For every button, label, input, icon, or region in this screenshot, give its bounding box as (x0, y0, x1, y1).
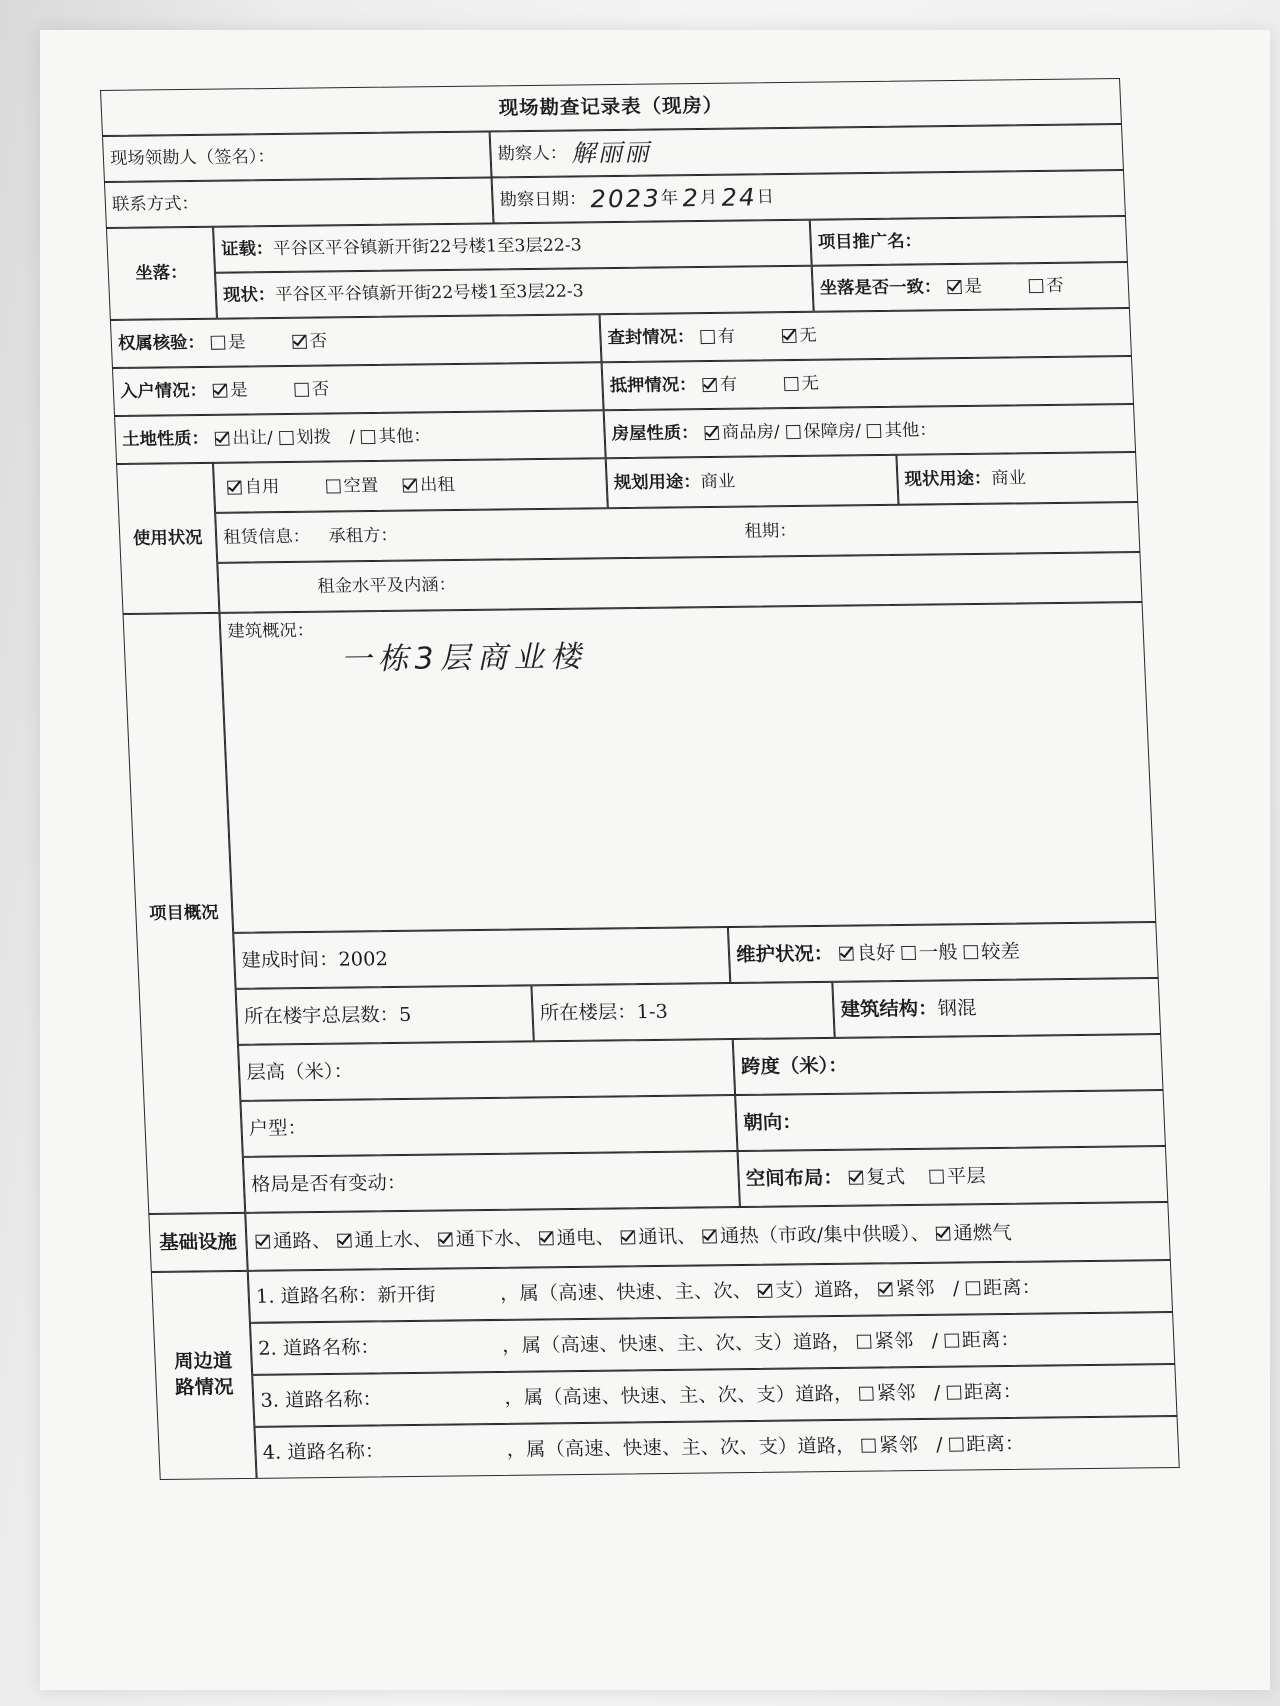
built-year-cell (233, 927, 730, 989)
house-other-label: 其他： (884, 420, 938, 441)
floor-cell (531, 982, 834, 1042)
planned-use-cell (606, 455, 899, 508)
location-actual-cell (215, 266, 814, 319)
road-4-class-c: ）道路， (777, 1434, 856, 1458)
land-allocation-label: 划拨 (295, 427, 332, 448)
road-2-sep: / (931, 1329, 939, 1352)
consistent-yes-checkbox[interactable] (947, 280, 962, 294)
date-year: 2023 (589, 184, 662, 213)
usage-rent-label: 出租 (419, 474, 456, 496)
leader-signature-cell[interactable] (102, 131, 492, 182)
floor-label: 所在楼层： (539, 1000, 638, 1024)
land-other-label: 其他： (378, 426, 432, 447)
infra-road-label: 通路、 (272, 1229, 332, 1253)
road-2-class-a: ，属（高速、快速、主、次、 (501, 1331, 755, 1357)
entry-yes-label: 是 (229, 380, 249, 401)
maintenance-good-checkbox[interactable] (839, 947, 854, 961)
entry-cell (112, 362, 604, 416)
road-3-name-label: 3. 道路名称： (259, 1387, 383, 1412)
maintenance-cell (728, 922, 1159, 983)
infra-heat-checkbox[interactable] (702, 1229, 717, 1243)
space-label: 空间布局： (745, 1166, 844, 1190)
building-overview-cell[interactable] (219, 602, 1156, 933)
land-other-checkbox[interactable] (361, 430, 376, 444)
contact-label: 联系方式： (111, 193, 200, 215)
land-sep: / (348, 426, 356, 448)
entry-label: 入户情况： (119, 380, 208, 402)
infra-power-label: 通电、 (556, 1226, 616, 1249)
house-commercial-checkbox[interactable] (704, 426, 719, 440)
planned-label: 规划用途： (613, 471, 702, 493)
land-transfer-checkbox[interactable] (215, 432, 230, 446)
road-3-class-c: ）道路， (775, 1382, 854, 1406)
leader-label: 现场领勘人（签名）： (109, 146, 276, 169)
term-label: 租期： (744, 520, 798, 542)
space-layout-cell (738, 1146, 1169, 1207)
ownership-no-checkbox[interactable] (292, 335, 307, 349)
road-1-name-label: 1. 道路名称： (255, 1283, 378, 1308)
ownership-yes-checkbox[interactable] (211, 336, 226, 350)
infra-telecom-checkbox[interactable] (621, 1230, 636, 1244)
entry-yes-checkbox[interactable] (213, 384, 228, 398)
cert-label: 证载： (220, 238, 274, 260)
survey-form (100, 78, 1179, 1465)
consistent-no-label: 否 (1045, 275, 1065, 296)
land-transfer-label: 出让/ (231, 427, 274, 449)
road-2-adjacent-label: 紧邻 (874, 1329, 914, 1353)
structure-cell (832, 978, 1161, 1038)
built-label: 建成时间： (241, 948, 339, 972)
land-label: 土地性质： (121, 428, 210, 450)
road-4-adjacent-label: 紧邻 (878, 1433, 919, 1457)
road-1-class-b: 支 (774, 1279, 796, 1302)
floor-value: 1-3 (636, 1000, 669, 1023)
usage-status-cell (213, 458, 608, 513)
consistent-no-checkbox[interactable] (1029, 279, 1044, 293)
roads-label: 周边道路情况 (151, 1271, 257, 1480)
road-1-class-c: ）道路， (794, 1278, 873, 1302)
road-2-name-label: 2. 道路名称： (257, 1335, 381, 1360)
span-label: 跨度（米）： (740, 1054, 849, 1078)
floors-value: 5 (398, 1003, 412, 1026)
date-month-unit: 月 (699, 187, 718, 208)
unit-type-cell[interactable] (240, 1095, 737, 1157)
house-affordable-checkbox[interactable] (786, 425, 801, 439)
house-label: 房屋性质： (611, 422, 699, 444)
house-affordable-label: 保障房/ (802, 421, 862, 442)
road-3-adjacent-checkbox[interactable] (859, 1387, 874, 1401)
road-2-class-c: ）道路， (773, 1330, 852, 1354)
ownership-yes-label: 是 (227, 332, 246, 353)
actual-label: 现状： (222, 284, 276, 306)
orientation-label: 朝向： (742, 1110, 803, 1134)
surveyor-signature: 解丽丽 (570, 138, 652, 168)
location-cert-cell (213, 220, 812, 273)
house-commercial-label: 商品房/ (721, 421, 781, 443)
land-allocation-checkbox[interactable] (279, 431, 294, 445)
road-2-distance-checkbox[interactable] (944, 1334, 959, 1348)
road-1-adjacent-label: 紧邻 (895, 1277, 935, 1300)
road-4-name-value (384, 1450, 506, 1451)
span-cell[interactable] (733, 1034, 1164, 1095)
usage-self-label: 自用 (244, 476, 280, 498)
entry-no-checkbox[interactable] (294, 383, 309, 397)
maintenance-normal-label: 一般 (918, 940, 959, 964)
infra-power-checkbox[interactable] (539, 1231, 554, 1245)
road-3-distance-label: 距离： (963, 1380, 1023, 1404)
road-2-name-value (380, 1346, 502, 1347)
road-3-name-value (382, 1398, 504, 1399)
seal-yes-checkbox[interactable] (700, 330, 715, 344)
seal-yes-label: 有 (717, 326, 736, 347)
road-4-sep: / (935, 1433, 944, 1456)
floors-label: 所在楼宇总层数： (243, 1003, 400, 1028)
rent-level-label: 租金水平及内涵： (316, 574, 457, 597)
mortgage-yes-checkbox[interactable] (702, 378, 717, 392)
form-title: 现场勘查记录表（现房） (100, 78, 1122, 136)
total-floors-cell (236, 985, 534, 1044)
surveyor-cell[interactable] (490, 124, 1124, 177)
planned-value: 商业 (700, 471, 736, 492)
road-1-branch-checkbox[interactable] (758, 1284, 773, 1298)
space-duplex-checkbox[interactable] (849, 1171, 864, 1185)
road-1-class-a: ，属（高速、快速、主、次、 (499, 1279, 753, 1305)
house-other-checkbox[interactable] (867, 424, 882, 438)
infra-heat-label: 通热（市政/集中供暖）、 (719, 1222, 931, 1247)
contact-cell[interactable] (104, 177, 494, 228)
project-label: 项目概况 (123, 613, 246, 1214)
promo-label: 项目推广名： (817, 231, 923, 253)
building-label: 建筑概况： (226, 620, 315, 642)
road-1-distance-label: 距离： (982, 1276, 1042, 1299)
road-3-distance-checkbox[interactable] (946, 1386, 961, 1400)
maintenance-good-label: 良好 (856, 941, 896, 965)
usage-label: 使用状况 (116, 463, 219, 614)
infra-cell (245, 1202, 1171, 1271)
consistent-label: 坐落是否一致： (819, 277, 942, 299)
infra-water-in-label: 通上水、 (354, 1228, 433, 1252)
type-label: 户型： (248, 1116, 308, 1140)
infra-telecom-label: 通讯、 (637, 1225, 697, 1248)
actual-value: 平谷区平谷镇新开街22号楼1至3层22-3 (274, 281, 585, 305)
current-use-cell (896, 452, 1138, 505)
orientation-cell[interactable] (735, 1090, 1166, 1151)
consistent-yes-label: 是 (964, 276, 983, 297)
maintenance-poor-checkbox[interactable] (963, 945, 978, 959)
road-1-name-value: 新开街 (377, 1283, 437, 1306)
road-row-4[interactable] (254, 1416, 1179, 1479)
layout-change-label: 格局是否有变动： (250, 1171, 407, 1196)
date-month: 2 (681, 183, 701, 212)
cert-value: 平谷区平谷镇新开街22号楼1至3层22-3 (272, 235, 583, 259)
tenant-label: 承租方： (327, 525, 399, 547)
road-3-class-b: 支 (755, 1383, 777, 1406)
house-nature-cell (604, 404, 1136, 458)
usage-vacant-checkbox[interactable] (326, 479, 341, 493)
date-label: 勘察日期： (499, 189, 587, 211)
structure-value: 钢混 (937, 996, 977, 1020)
infra-drain-checkbox[interactable] (438, 1232, 453, 1246)
road-3-class-a: ，属（高速、快速、主、次、 (503, 1383, 757, 1409)
road-4-name-label: 4. 道路名称： (262, 1439, 385, 1464)
road-1-distance-checkbox[interactable] (965, 1281, 980, 1295)
infra-road-checkbox[interactable] (255, 1235, 270, 1249)
promo-name-cell[interactable] (810, 216, 1128, 266)
maintenance-poor-label: 较差 (980, 940, 1021, 963)
date-day: 24 (720, 182, 758, 212)
mortgage-yes-label: 有 (719, 374, 738, 395)
floor-height-cell[interactable] (238, 1039, 735, 1101)
survey-date-cell[interactable] (492, 170, 1126, 223)
lease-label: 租赁信息： (222, 526, 311, 548)
current-label: 现状用途： (904, 468, 992, 490)
usage-vacant-label: 空置 (343, 475, 379, 497)
road-2-class-b: 支 (753, 1331, 774, 1354)
height-label: 层高（米）： (245, 1060, 354, 1084)
surveyor-label: 勘察人： (497, 143, 568, 165)
infra-drain-label: 通下水、 (455, 1227, 534, 1250)
infra-gas-checkbox[interactable] (936, 1227, 951, 1241)
infra-gas-label: 通燃气 (952, 1221, 1012, 1245)
road-4-class-a: ，属（高速、快速、主、次、 (506, 1435, 760, 1461)
mortgage-cell (602, 356, 1134, 410)
location-label: 坐落： (106, 227, 217, 320)
structure-label: 建筑结构： (840, 997, 939, 1021)
road-2-adjacent-checkbox[interactable] (857, 1335, 872, 1349)
space-flat-checkbox[interactable] (929, 1170, 944, 1184)
mortgage-no-label: 无 (801, 373, 820, 394)
ownership-cell (110, 314, 602, 368)
road-3-sep: / (933, 1381, 941, 1404)
building-note: 一栋3层商业楼 (340, 639, 588, 678)
built-value: 2002 (337, 947, 389, 971)
current-value: 商业 (990, 468, 1027, 489)
land-nature-cell (114, 410, 606, 464)
mortgage-no-checkbox[interactable] (784, 377, 799, 391)
layout-change-cell[interactable] (243, 1151, 740, 1213)
date-day-unit: 日 (756, 186, 775, 208)
infra-water-in-checkbox[interactable] (337, 1234, 352, 1248)
ownership-no-label: 否 (309, 331, 328, 352)
ownership-label: 权属核验： (117, 332, 206, 354)
road-4-class-b: 支 (758, 1435, 779, 1458)
road-4-distance-label: 距离： (965, 1432, 1025, 1456)
road-2-distance-label: 距离： (961, 1328, 1021, 1352)
date-year-unit: 年 (660, 188, 679, 209)
seal-no-label: 无 (798, 325, 818, 346)
space-duplex-label: 复式 (865, 1165, 906, 1189)
seal-no-checkbox[interactable] (782, 329, 797, 343)
maintenance-normal-checkbox[interactable] (901, 946, 916, 960)
road-1-sep: / (952, 1277, 960, 1300)
usage-self-checkbox[interactable] (227, 481, 242, 495)
seal-label: 查封情况： (607, 326, 695, 348)
road-4-adjacent-checkbox[interactable] (861, 1439, 876, 1453)
infra-label: 基础设施 (148, 1213, 247, 1272)
maintenance-label: 维护状况： (735, 942, 834, 966)
seal-cell (599, 308, 1131, 362)
road-4-distance-checkbox[interactable] (948, 1438, 963, 1452)
usage-rent-checkbox[interactable] (402, 478, 417, 492)
space-flat-label: 平层 (946, 1164, 987, 1188)
road-1-adjacent-checkbox[interactable] (878, 1282, 893, 1296)
location-consistent-cell (812, 262, 1130, 312)
entry-no-label: 否 (311, 379, 330, 400)
road-3-adjacent-label: 紧邻 (876, 1381, 916, 1405)
mortgage-label: 抵押情况： (609, 374, 697, 396)
